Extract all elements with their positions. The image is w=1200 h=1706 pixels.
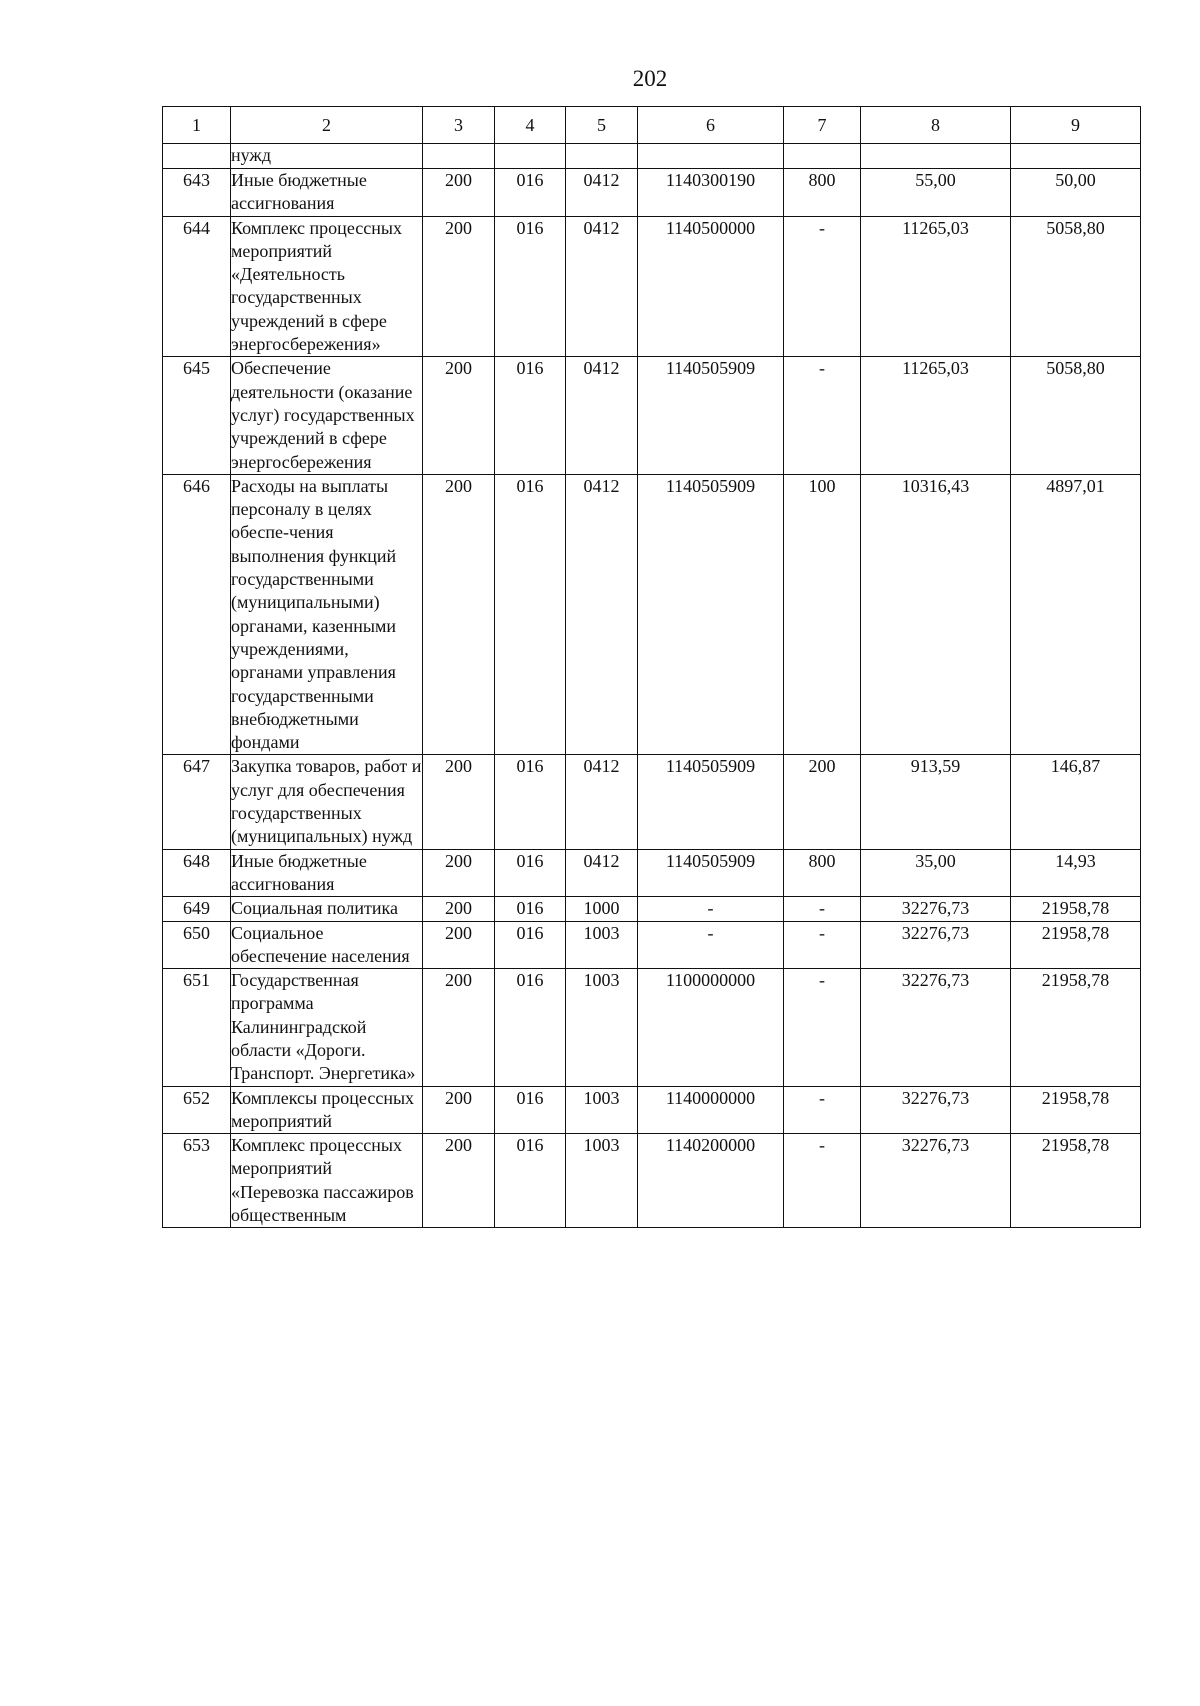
column-header: 3 — [423, 107, 495, 144]
code-col7: 200 — [784, 755, 861, 849]
code-col5: 1003 — [566, 1134, 638, 1228]
code-col5: 1003 — [566, 921, 638, 969]
code-col4: 016 — [495, 897, 566, 921]
row-name: Закупка товаров, работ и услуг для обеспечения государственных (муниципальных) нужд — [231, 755, 423, 849]
code-col7: - — [784, 357, 861, 474]
amount-col8: 913,59 — [861, 755, 1011, 849]
column-header: 5 — [566, 107, 638, 144]
amount-col8: 32276,73 — [861, 897, 1011, 921]
row-name: Социальная политика — [231, 897, 423, 921]
code-col5: 0412 — [566, 849, 638, 897]
code-col3: 200 — [423, 755, 495, 849]
amount-col9: 21958,78 — [1011, 921, 1141, 969]
table-row — [163, 216, 1141, 357]
row-number: 645 — [163, 357, 231, 474]
row-number: 643 — [163, 169, 231, 217]
row-number — [163, 144, 231, 169]
code-col5: 1003 — [566, 1086, 638, 1134]
table-header — [163, 107, 1141, 144]
amount-col8 — [861, 144, 1011, 169]
code-col3: 200 — [423, 357, 495, 474]
column-header: 8 — [861, 107, 1011, 144]
column-header: 6 — [638, 107, 784, 144]
table-row — [163, 1086, 1141, 1134]
column-header: 2 — [231, 107, 423, 144]
amount-col9: 5058,80 — [1011, 216, 1141, 357]
amount-col9: 21958,78 — [1011, 1086, 1141, 1134]
amount-col8: 35,00 — [861, 849, 1011, 897]
code-col3: 200 — [423, 921, 495, 969]
amount-col8: 11265,03 — [861, 216, 1011, 357]
table-body — [163, 144, 1141, 1228]
amount-col8: 32276,73 — [861, 1086, 1011, 1134]
header-row — [163, 107, 1141, 144]
code-col4: 016 — [495, 474, 566, 755]
code-col6: 1140200000 — [638, 1134, 784, 1228]
code-col3: 200 — [423, 969, 495, 1086]
row-number: 650 — [163, 921, 231, 969]
code-col6: 1140300190 — [638, 169, 784, 217]
row-name: Социальное обеспечение населения — [231, 921, 423, 969]
amount-col9: 5058,80 — [1011, 357, 1141, 474]
amount-col9: 4897,01 — [1011, 474, 1141, 755]
code-col3: 200 — [423, 849, 495, 897]
code-col6: - — [638, 921, 784, 969]
table-row — [163, 474, 1141, 755]
row-number: 646 — [163, 474, 231, 755]
table-row — [163, 755, 1141, 849]
code-col7: 100 — [784, 474, 861, 755]
budget-table — [162, 106, 1141, 1228]
amount-col9: 21958,78 — [1011, 897, 1141, 921]
column-header: 1 — [163, 107, 231, 144]
amount-col9: 14,93 — [1011, 849, 1141, 897]
code-col4: 016 — [495, 969, 566, 1086]
row-name: Комплексы процессных мероприятий — [231, 1086, 423, 1134]
table-row — [163, 357, 1141, 474]
table-row — [163, 921, 1141, 969]
code-col6 — [638, 144, 784, 169]
code-col5: 0412 — [566, 474, 638, 755]
row-name: Иные бюджетные ассигнования — [231, 849, 423, 897]
table-row — [163, 849, 1141, 897]
code-col6: 1140505909 — [638, 357, 784, 474]
code-col7 — [784, 144, 861, 169]
code-col4: 016 — [495, 1086, 566, 1134]
code-col5: 1003 — [566, 969, 638, 1086]
row-number: 644 — [163, 216, 231, 357]
amount-col8: 10316,43 — [861, 474, 1011, 755]
code-col7: 800 — [784, 849, 861, 897]
table-row — [163, 897, 1141, 921]
code-col7: - — [784, 897, 861, 921]
code-col6: 1140500000 — [638, 216, 784, 357]
row-name: Расходы на выплаты персоналу в целях обеспе-чения выполнения функций государственными (муниципальными) органами, казенными учреждениями, органами управления государственными внебюджетными фондами — [231, 474, 423, 755]
amount-col9: 50,00 — [1011, 169, 1141, 217]
code-col5: 0412 — [566, 755, 638, 849]
row-number: 653 — [163, 1134, 231, 1228]
amount-col9 — [1011, 144, 1141, 169]
code-col6: 1100000000 — [638, 969, 784, 1086]
code-col6: 1140000000 — [638, 1086, 784, 1134]
code-col3 — [423, 144, 495, 169]
code-col3: 200 — [423, 897, 495, 921]
table-row — [163, 1134, 1141, 1228]
amount-col8: 32276,73 — [861, 969, 1011, 1086]
code-col6: - — [638, 897, 784, 921]
code-col7: 800 — [784, 169, 861, 217]
code-col4: 016 — [495, 755, 566, 849]
code-col5: 0412 — [566, 169, 638, 217]
row-name: Иные бюджетные ассигнования — [231, 169, 423, 217]
row-number: 647 — [163, 755, 231, 849]
code-col4: 016 — [495, 1134, 566, 1228]
code-col4: 016 — [495, 216, 566, 357]
row-name: Государственная программа Калининградской области «Дороги. Транспорт. Энергетика» — [231, 969, 423, 1086]
row-number: 649 — [163, 897, 231, 921]
code-col4: 016 — [495, 921, 566, 969]
code-col4 — [495, 144, 566, 169]
amount-col8: 32276,73 — [861, 1134, 1011, 1228]
code-col6: 1140505909 — [638, 474, 784, 755]
code-col7: - — [784, 216, 861, 357]
code-col6: 1140505909 — [638, 849, 784, 897]
code-col5: 0412 — [566, 216, 638, 357]
amount-col9: 21958,78 — [1011, 969, 1141, 1086]
row-name: нужд — [231, 144, 423, 169]
code-col5 — [566, 144, 638, 169]
row-name: Обеспечение деятельности (оказание услуг) государственных учреждений в сфере энергосбережения — [231, 357, 423, 474]
row-number: 648 — [163, 849, 231, 897]
code-col7: - — [784, 1086, 861, 1134]
code-col5: 0412 — [566, 357, 638, 474]
code-col4: 016 — [495, 169, 566, 217]
amount-col8: 11265,03 — [861, 357, 1011, 474]
table-row — [163, 169, 1141, 217]
amount-col8: 55,00 — [861, 169, 1011, 217]
code-col6: 1140505909 — [638, 755, 784, 849]
code-col4: 016 — [495, 849, 566, 897]
row-name: Комплекс процессных мероприятий «Деятельность государственных учреждений в сфере энергосбережения» — [231, 216, 423, 357]
code-col7: - — [784, 1134, 861, 1228]
amount-col9: 146,87 — [1011, 755, 1141, 849]
table-row — [163, 969, 1141, 1086]
code-col7: - — [784, 969, 861, 1086]
table-row — [163, 144, 1141, 169]
code-col3: 200 — [423, 216, 495, 357]
page-number: 202 — [632, 66, 668, 91]
column-header: 7 — [784, 107, 861, 144]
code-col5: 1000 — [566, 897, 638, 921]
row-number: 652 — [163, 1086, 231, 1134]
code-col3: 200 — [423, 1086, 495, 1134]
column-header: 4 — [495, 107, 566, 144]
code-col3: 200 — [423, 169, 495, 217]
row-number: 651 — [163, 969, 231, 1086]
amount-col8: 32276,73 — [861, 921, 1011, 969]
code-col4: 016 — [495, 357, 566, 474]
code-col3: 200 — [423, 474, 495, 755]
row-name: Комплекс процессных мероприятий «Перевозка пассажиров общественным — [231, 1134, 423, 1228]
code-col7: - — [784, 921, 861, 969]
code-col3: 200 — [423, 1134, 495, 1228]
amount-col9: 21958,78 — [1011, 1134, 1141, 1228]
column-header: 9 — [1011, 107, 1141, 144]
